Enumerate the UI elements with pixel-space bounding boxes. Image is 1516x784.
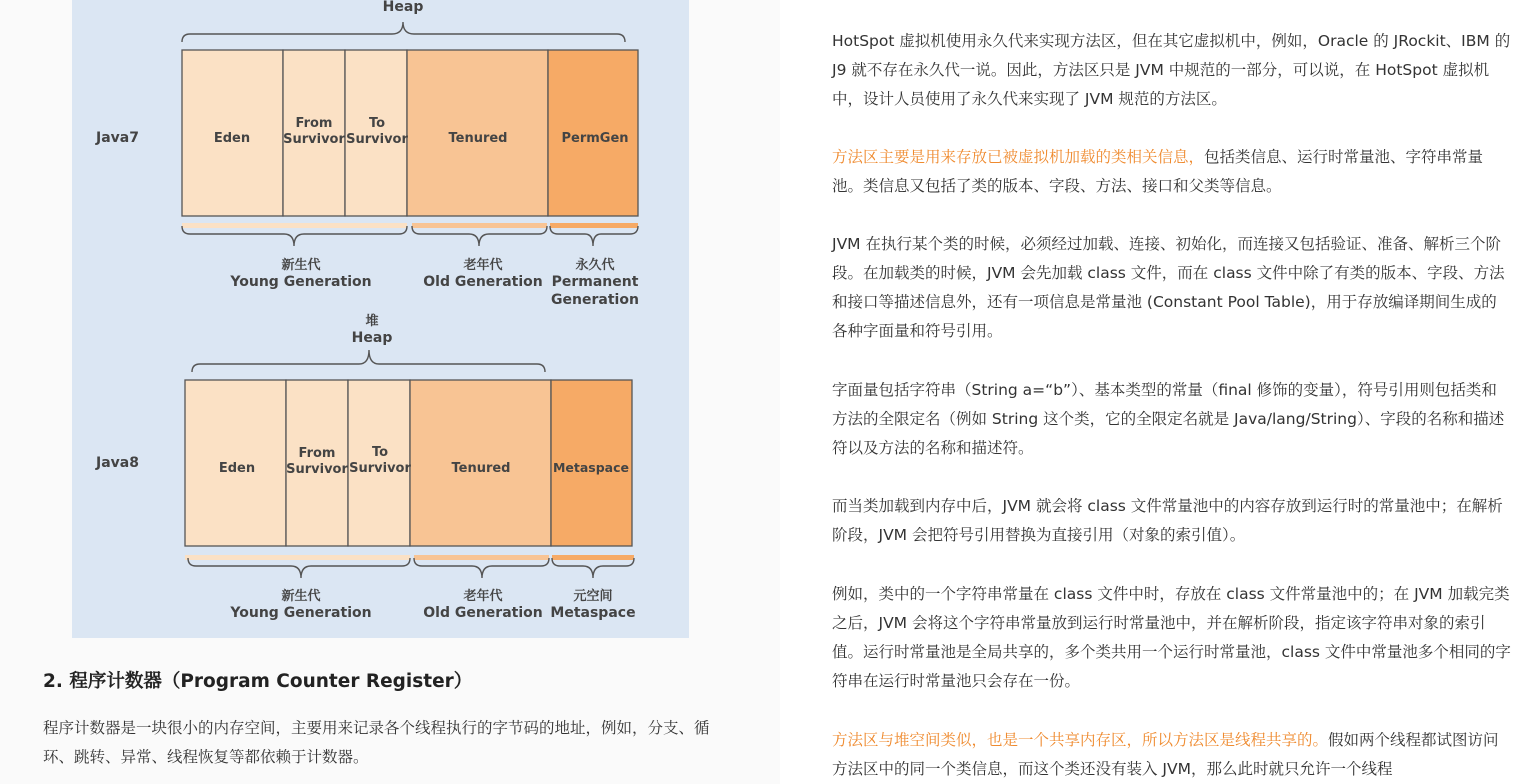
paragraph-class-loading: JVM 在执行某个类的时候，必须经过加载、连接、初始化，而连接又包括验证、准备、解析三个阶段。在加载类的时候，JVM 会先加载 class 文件，而在 class 文件中除了有类的版本、字段、方法和接口等描述信息外，还有一项信息是常量池 (Constant Pool Table)，用于存放编译期间生成的各种字面量和符号引用。 <box>832 235 1505 340</box>
paragraph-runtime-pool: 而当类加载到内存中后，JVM 就会将 class 文件常量池中的内容存放到运行时的常量池中；在解析阶段，JVM 会把符号引用替换为直接引用（对象的索引值）。 <box>832 497 1503 544</box>
highlight-thread-shared: 方法区与堆空间类似，也是一个共享内存区，所以方法区是线程共享的。 <box>832 731 1329 749</box>
java8-meta-bar <box>552 555 634 560</box>
java7-from-label: From <box>295 116 333 131</box>
java8-young-cn: 新生代 <box>281 589 321 604</box>
java8-young-en: Young Generation <box>230 605 372 621</box>
java8-meta-cn: 元空间 <box>573 589 613 604</box>
java7-perm-en-2: Generation <box>551 292 639 308</box>
java7-young-cn: 新生代 <box>281 258 321 273</box>
paragraph-hotspot: HotSpot 虚拟机使用永久代来实现方法区，但在其它虚拟机中，例如，Oracle 的 JRockit、IBM 的 J9 就不存在永久代一说。因此，方法区只是 JVM 中规范的一部分，可以说，在 HotSpot 虚拟机中，设计人员使用了永久代来实现了 JVM 规范的方法区。 <box>832 32 1511 108</box>
java7-permgen-label: PermGen <box>561 131 629 146</box>
paragraph-method-area <box>832 143 1512 201</box>
highlight-method-area: 方法区主要是用来存放已被虚拟机加载的类相关信息， <box>832 148 1205 166</box>
java8-from-survivor-label: Survivor <box>286 462 348 477</box>
java8-meta-brace <box>552 558 634 578</box>
right-column <box>780 0 1516 784</box>
java7-perm-brace <box>550 226 638 246</box>
heap-label-top: Heap <box>382 0 424 15</box>
java7-to-survivor-label: Survivor <box>346 132 408 147</box>
java7-young-brace <box>182 226 407 246</box>
heap-label-en: Heap <box>351 330 393 346</box>
java8-meta-en: Metaspace <box>550 605 636 621</box>
java8-eden-label: Eden <box>218 461 256 476</box>
java7-eden-label: Eden <box>213 131 251 146</box>
java8-from-label: From <box>298 446 336 461</box>
java7-old-brace <box>412 226 547 246</box>
java7-from-survivor-label: Survivor <box>283 132 345 147</box>
java7-label: Java7 <box>96 130 139 146</box>
heap-brace-java8 <box>192 350 545 372</box>
paragraph-thread-shared-rest: 假如两个线程都试图访问方法区中的同一个类信息，而这个类还没有装入 JVM，那么此时就只允许一个线程 <box>832 731 1499 778</box>
java7-tenured-label: Tenured <box>448 131 508 146</box>
java7-young-en: Young Generation <box>230 274 372 290</box>
java8-young-bar <box>185 555 410 560</box>
java8-old-cn: 老年代 <box>463 589 503 604</box>
java8-old-en: Old Generation <box>423 605 543 621</box>
paragraph-method-area-rest: 包括类信息、运行时常量池、字符串常量池。类信息又包括了类的版本、字段、方法、接口和父类等信息。 <box>832 148 1484 195</box>
jvm-memory-figure <box>72 0 689 638</box>
jvm-memory-diagram <box>72 0 689 638</box>
java7-old-en: Old Generation <box>423 274 543 290</box>
java8-young-brace <box>188 558 410 578</box>
java7-perm-bar <box>550 223 638 228</box>
java8-metaspace-label: Metaspace <box>552 460 630 475</box>
java7-perm-en-1: Permanent <box>551 274 639 290</box>
java8-label: Java8 <box>96 455 139 471</box>
java8-tenured-label: Tenured <box>451 461 511 476</box>
java8-old-brace <box>414 558 549 578</box>
heap-brace-java7 <box>182 22 625 42</box>
paragraph-literals: 字面量包括字符串（String a=“b”）、基本类型的常量（final 修饰的变量），符号引用则包括类和方法的全限定名（例如 String 这个类，它的全限定名就是 Java/lang/String）、字段的名称和描述符以及方法的名称和描述符。 <box>832 381 1505 457</box>
java7-old-cn: 老年代 <box>463 258 503 273</box>
java7-to-label: To <box>368 116 386 131</box>
java7-old-bar <box>412 223 547 228</box>
java7-perm-cn: 永久代 <box>575 258 615 273</box>
program-counter-paragraph: 程序计数器是一块很小的内存空间，主要用来记录各个线程执行的字节码的地址，例如，分支、循环、跳转、异常、线程恢复等都依赖于计数器。 <box>43 719 710 766</box>
paragraph-thread-shared <box>832 726 1512 784</box>
java8-old-bar <box>414 555 549 560</box>
java7-young-bar <box>182 223 407 228</box>
paragraph-example: 例如，类中的一个字符串常量在 class 文件中时，存放在 class 文件常量池中的；在 JVM 加载完类之后，JVM 会将这个字符串常量放到运行时常量池中，并在解析阶段，指定该字符串对象的索引值。运行时常量池是全局共享的，多个类共用一个运行时常量池，class 文件中常量池多个相同的字符串在运行时常量池只会存在一份。 <box>832 585 1511 690</box>
java8-to-survivor-label: Survivor <box>349 461 411 476</box>
section-heading-program-counter: 2. 程序计数器（Program Counter Register） <box>43 671 473 692</box>
heap-label-cn: 堆 <box>365 314 379 329</box>
java8-to-label: To <box>371 445 389 460</box>
